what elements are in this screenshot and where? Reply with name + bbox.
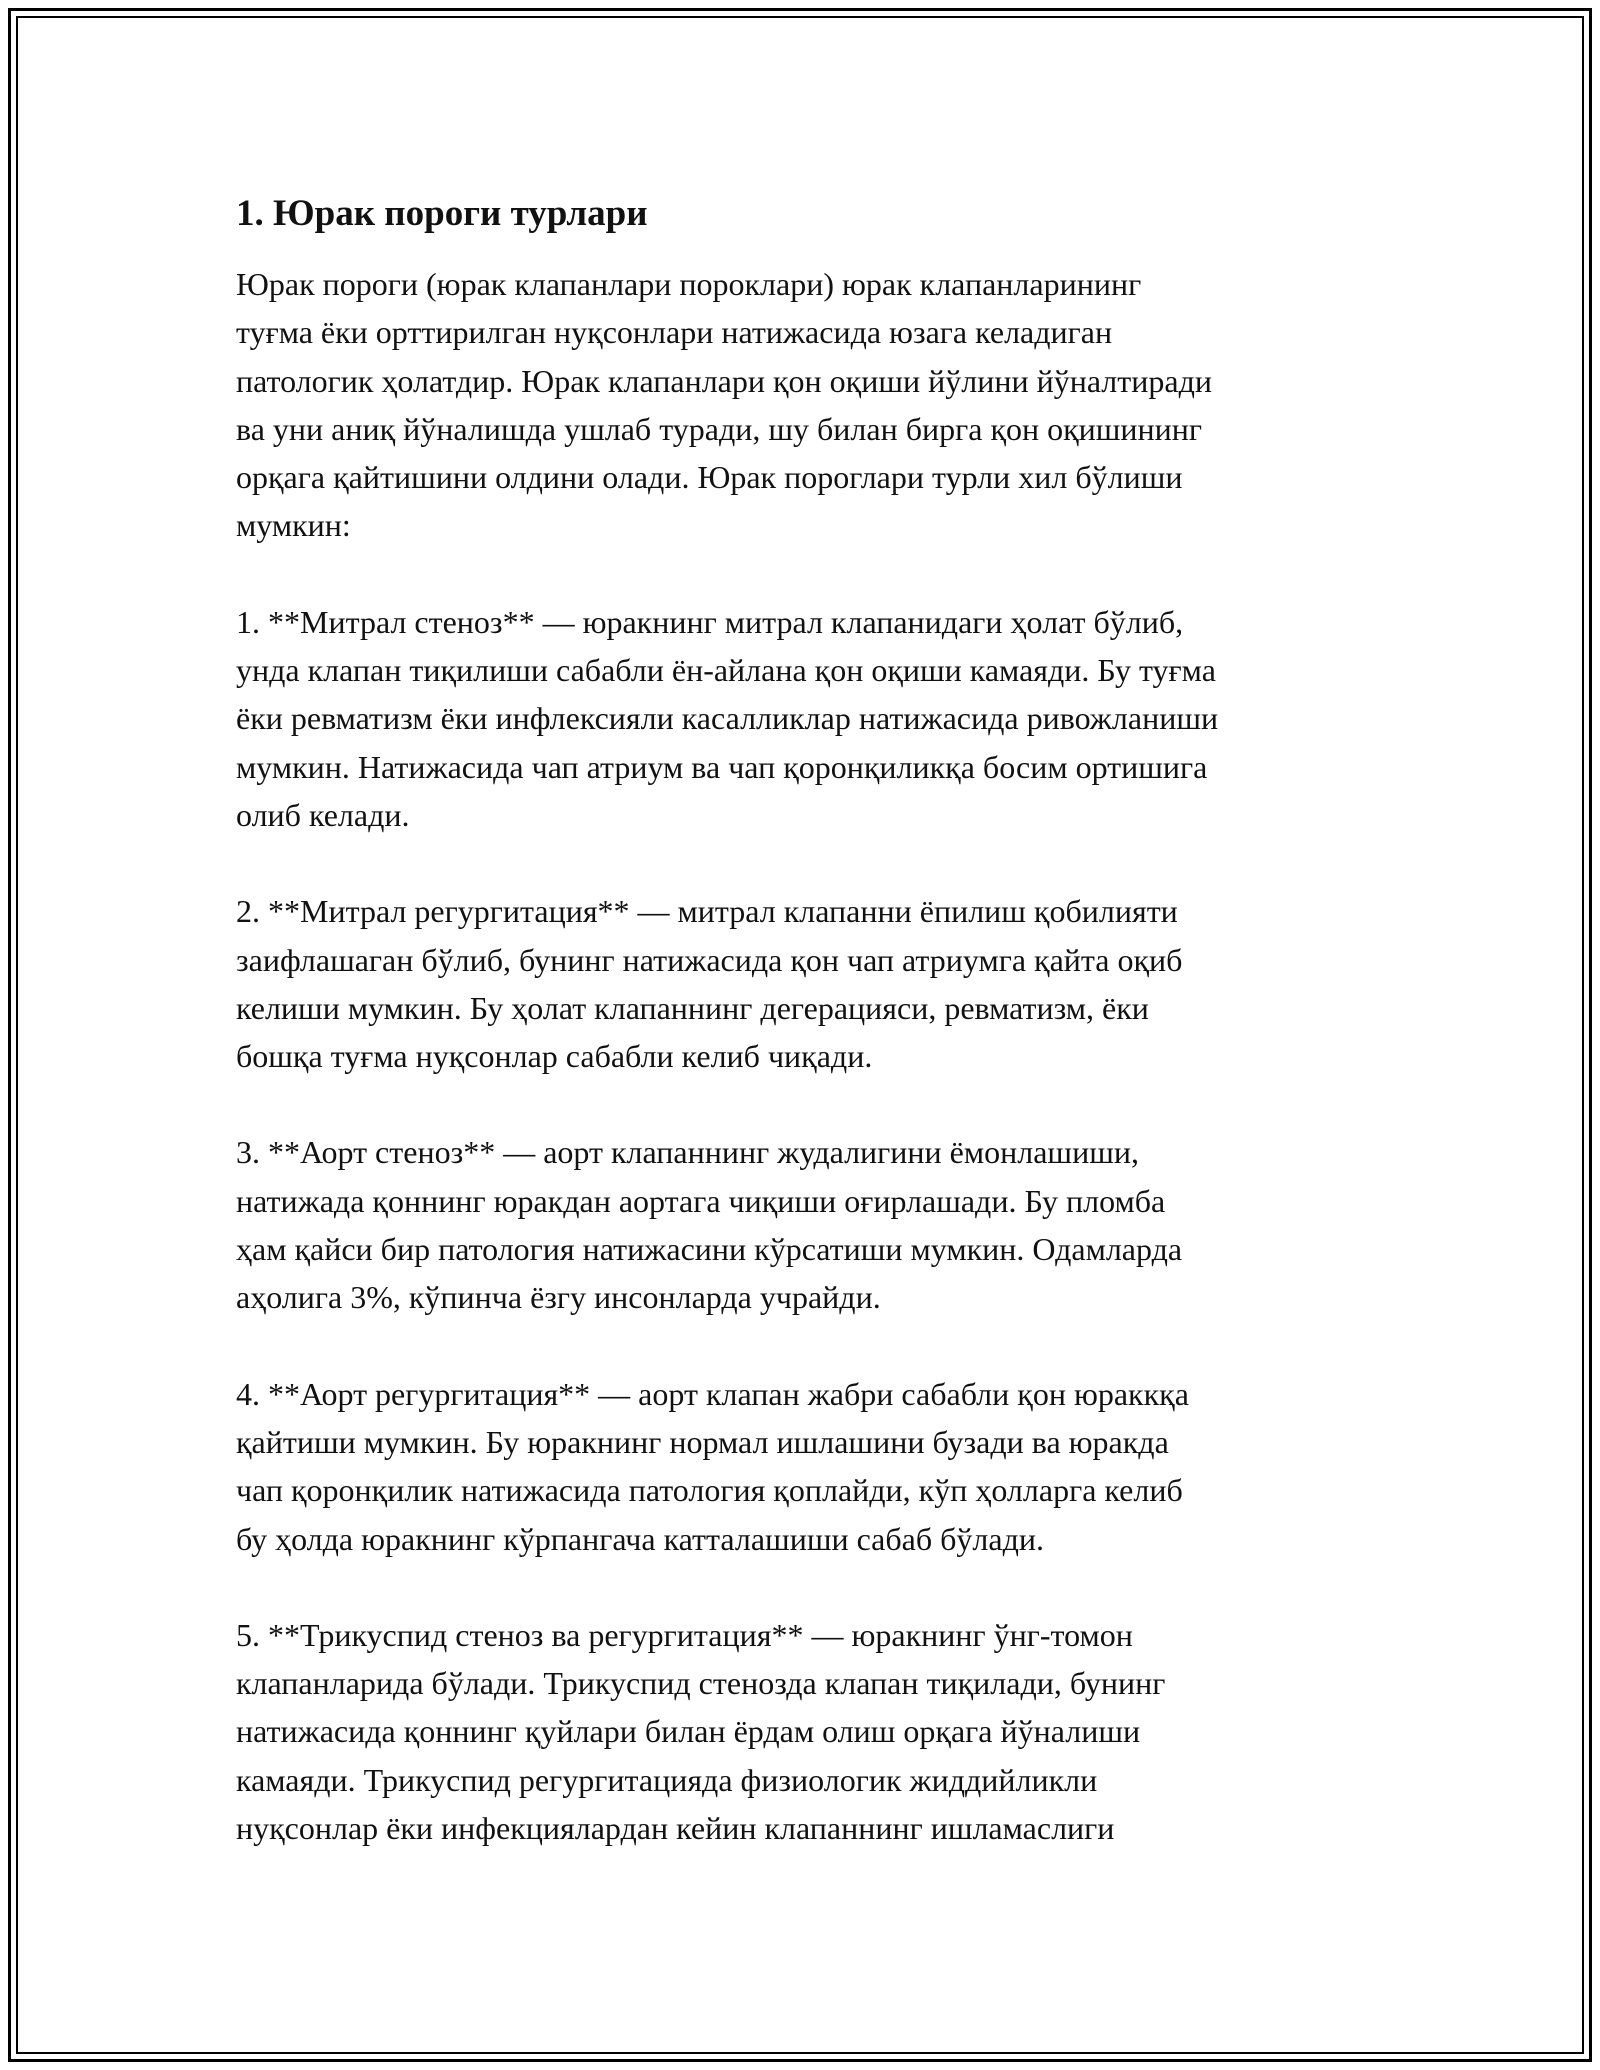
section-heading: 1. Юрак пороги турлари [236,193,648,234]
text-line: клапанларида бўлади. Трикуспид стенозда клапан тиқилади, бунинг [236,1665,1166,1702]
text-line: 5. **Трикуспид стеноз ва регургитация** — юракнинг ўнг-томон [236,1616,1133,1653]
text-line: ёки ревматизм ёки инфлексияли касалликлар натижасида ривожланиши [236,700,1219,737]
document-body [236,190,1406,1900]
text-line: мумкин. Натижасида чап атриум ва чап қоронқиликқа босим ортишига [236,748,1208,785]
text-line: 2. **Митрал регургитация** — митрал клапанни ёпилиш қобилияти [236,893,1178,930]
text-line: чап қоронқилик натижасида патология қоплайди, кўп ҳолларга келиб [236,1472,1183,1509]
text-line: нуқсонлар ёки инфекциялардан кейин клапаннинг ишламаслиги [236,1810,1115,1847]
list-item-tricuspid [236,1611,1406,1852]
text-line: 4. **Аорт регургитация** — аорт клапан жабри сабабли қон юраккқа [236,1375,1189,1412]
text-line: келиши мумкин. Бу ҳолат клапаннинг дегерацияси, ревматизм, ёки [236,989,1149,1026]
list-item-aortic-stenosis [236,1128,1406,1321]
text-line: олиб келади. [236,796,410,833]
text-line: бошқа туғма нуқсонлар сабабли келиб чиқади. [236,1038,873,1075]
list-item-aortic-regurgitation [236,1370,1406,1563]
text-line: Юрак пороги (юрак клапанлари пороклари) юрак клапанларининг [236,266,1142,302]
text-line: заифлашаган бўлиб, бунинг натижасида қон чап атриумга қайта оқиб [236,941,1183,978]
text-line: патологик ҳолатдир. Юрак клапанлари қон оқиши йўлини йўналтиради [236,362,1212,399]
intro-paragraph [236,260,1406,550]
list-item-mitral-regurgitation [236,887,1406,1080]
list-item-mitral-stenosis [236,598,1406,839]
text-line: камаяди. Трикуспид регургитацияда физиологик жиддийликли [236,1761,1098,1798]
text-line: натижасида қоннинг қуйлари билан ёрдам олиш орқага йўналиши [236,1713,1141,1750]
text-line: орқага қайтишини олдини олади. Юрак пороглари турли хил бўлиши [236,459,1183,496]
text-line: 3. **Аорт стеноз** — аорт клапаннинг жудалигини ёмонлашиши, [236,1134,1139,1171]
text-line: қайтиши мумкин. Бу юракнинг нормал ишлашини бузади ва юракда [236,1423,1169,1460]
text-line: туғма ёки орттирилган нуқсонлари натижасида юзага келадиган [236,314,1113,351]
text-line: натижада қоннинг юракдан аортага чиқиши оғирлашади. Бу пломба [236,1182,1166,1219]
text-line: бу ҳолда юракнинг кўрпангача катталашиши сабаб бўлади. [236,1520,1044,1557]
text-line: ҳам қайси бир патология натижасини кўрсатиши мумкин. Одамларда [236,1231,1183,1268]
text-line: ва уни аниқ йўналишда ушлаб туради, шу билан бирга қон оқишининг [236,410,1203,447]
text-line: 1. **Митрал стеноз** — юракнинг митрал клапанидаги ҳолат бўлиб, [236,603,1184,640]
text-line: мумкин: [236,507,351,544]
text-line: аҳолига 3%, кўпинча ёзгу инсонларда учрайди. [236,1279,881,1316]
text-line: унда клапан тиқилиши сабабли ён-айлана қон оқиши камаяди. Бу туғма [236,652,1216,689]
